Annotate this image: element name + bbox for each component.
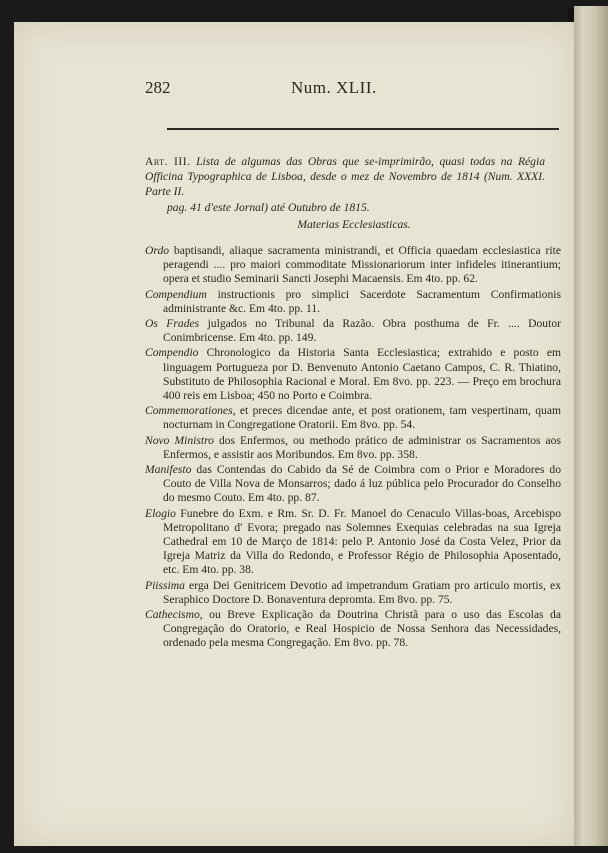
list-item bbox=[145, 244, 561, 287]
entry-lead: Commemorationes bbox=[145, 404, 233, 418]
list-item bbox=[145, 434, 561, 462]
book-page-edge bbox=[574, 6, 608, 846]
running-title: Num. XLII. bbox=[291, 78, 377, 97]
entry-lead: Compendio bbox=[145, 346, 199, 360]
list-item bbox=[145, 404, 561, 432]
entry-text: erga Dei Genitricem Devotio ad impetrandum Gratiam pro articulo mortis, ex Seraphico Doctore D. Bonaventura depromta. Em 8vo. pp. 75. bbox=[163, 578, 561, 606]
entry-text: , et preces dicendae ante, et post orationem, tam vespertinam, quam nocturnam in Congregatione Oratorii. Em 8vo. pp. 54. bbox=[163, 404, 561, 432]
entry-list bbox=[145, 244, 561, 652]
entry-lead: Compendium bbox=[145, 287, 207, 301]
entry-text: baptisandi, aliaque sacramenta ministrandi, et Officia quaedam ecclesiastica rite peragendi .... pro maiori commoditate Missionariorum inter infideles itinerantium; opera et studio Seminarii Sancti Josephi Macaensis. Em 4to. pp. 62. bbox=[163, 244, 561, 286]
article-title: Lista de algumas das Obras que se-imprimirão, quasi todas na Régia Officina Typographica de Lisboa, desde o mez de Novembro de 1814 (Num. XXXI. Parte II. bbox=[145, 155, 545, 199]
entry-lead: Cathecismo bbox=[145, 608, 200, 622]
article-heading bbox=[145, 154, 545, 215]
header-rule bbox=[167, 128, 559, 130]
article-title-continuation: pag. 41 d'este Jornal) até Outubro de 1815. bbox=[167, 200, 370, 214]
page-header bbox=[145, 78, 563, 102]
entry-lead: Elogio bbox=[145, 506, 176, 520]
list-item bbox=[145, 288, 561, 316]
entry-text: das Contendas do Cabido da Sé de Coimbra com o Prior e Moradores do Couto de Villa Nova de Monsarros; dado á luz pública pelo Procurador do Conselho do mesmo Couto. Em 4to. pp. 87. bbox=[163, 463, 561, 505]
entry-lead: Novo Ministro bbox=[145, 433, 214, 447]
entry-lead: Ordo bbox=[145, 244, 170, 257]
entry-text: instructionis pro simplici Sacerdote Sacramentum Confirmationis administrante &c. Em 4to. pp. 11. bbox=[163, 287, 561, 315]
list-item bbox=[145, 579, 561, 607]
page-number: 282 bbox=[145, 78, 171, 97]
entry-lead: Manifesto bbox=[145, 463, 192, 477]
article-label: Art. III. bbox=[145, 155, 191, 168]
entry-text: julgados no Tribunal da Razão. Obra posthuma de Fr. .... Doutor Conimbricense. Em 4to. pp. 149. bbox=[163, 317, 561, 345]
entry-text: , ou Breve Explicação da Doutrina Christã para o uso das Escolas da Congregação do Oratorio, e Real Hospicio de Nossa Senhora das Necessidades, ordenado pela mesma Congregação. Em 8vo. pp. 78. bbox=[163, 608, 561, 650]
entry-text: Funebre do Exm. e Rm. Sr. D. Fr. Manoel do Cenaculo Villas-boas, Arcebispo Metropolitano d' Evora; pregado nas Solemnes Exequias celebradas na sua Igreja Cathedral em 10 de Março de 1814: pelo P. Antonio José da Costa Velez, Prior da Igreja Matriz da Villa do Redondo, e Professor Régio de Philosophia Aposentado, etc. Em 4to. pp. 38. bbox=[163, 506, 561, 577]
entry-lead: Piissima bbox=[145, 578, 185, 592]
list-item bbox=[145, 507, 561, 578]
entry-lead: Os Frades bbox=[145, 317, 200, 331]
list-item bbox=[145, 608, 561, 651]
list-item bbox=[145, 317, 561, 345]
list-item bbox=[145, 346, 561, 403]
entry-text: dos Enfermos, ou methodo prático de administrar os Sacramentos aos Enfermos, e assistir aos Moribundos. Em 8vo. pp. 358. bbox=[163, 433, 561, 461]
section-heading: Materias Ecclesiasticas. bbox=[297, 218, 411, 231]
entry-text: Chronologico da Historia Santa Ecclesiastica; extrahido e posto em linguagem Portugueza por D. Benvenuto Antonio Caetano Campos, C. R. Thiatino, Substituto de Philosophia Racional e Moral. Em 8vo. pp. 223. — Preço em brochura 400 reis em Lisboa; 450 no Porto e Coimbra. bbox=[163, 346, 561, 403]
list-item bbox=[145, 463, 561, 506]
